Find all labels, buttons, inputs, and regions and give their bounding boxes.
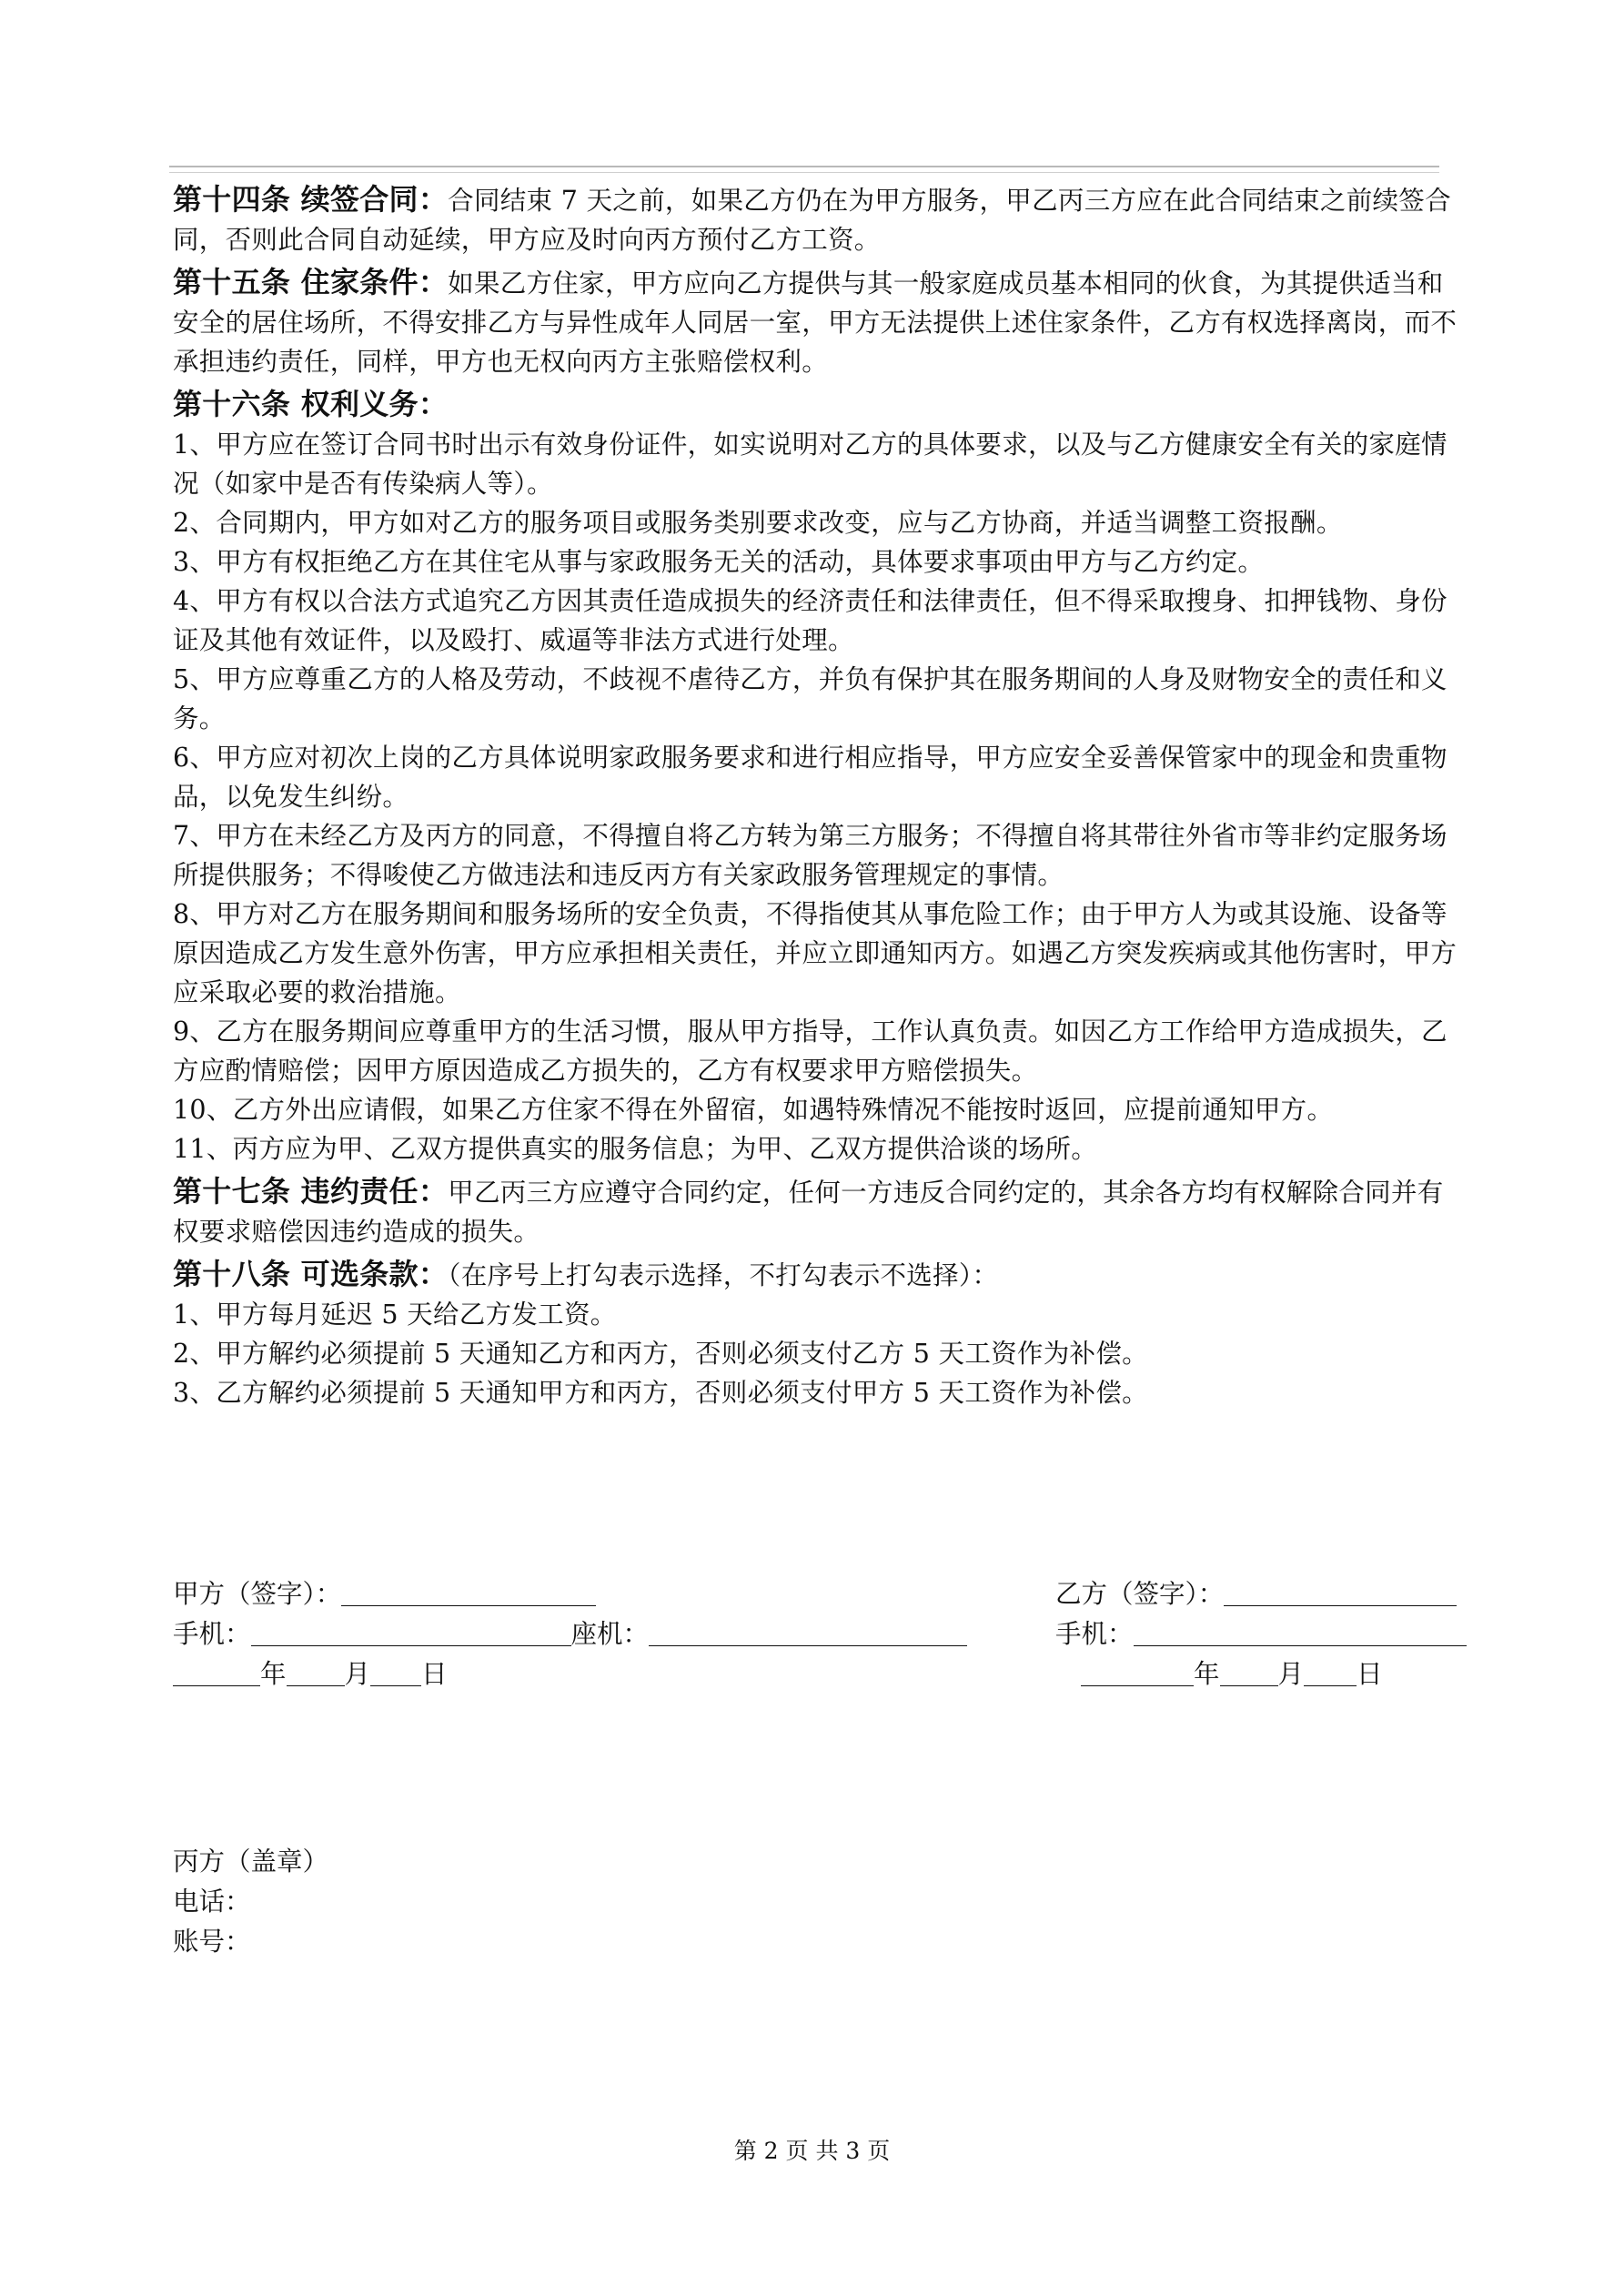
header-rule (169, 166, 1439, 173)
list-item: 6、甲方应对初次上岗的乙方具体说明家政服务要求和进行相应指导，甲方应安全妥善保管家中的现金和贵重物品，以免发生纠纷。 (173, 743, 1447, 812)
list-item: 1、甲方应在签订合同书时出示有效身份证件，如实说明对乙方的具体要求，以及与乙方健康安全有关的家庭情况（如家中是否有传染病人等）。 (173, 430, 1447, 499)
list-item: 3、乙方解约必须提前 5 天通知甲方和丙方，否则必须支付甲方 5 天工资作为补偿。 (173, 1378, 1148, 1408)
mobile-label: 手机： (1055, 1619, 1134, 1649)
party-b-sign-line (1055, 1574, 1457, 1614)
party-b-contact-line (1055, 1614, 1467, 1654)
list-item: 8、甲方对乙方在服务期间和服务场所的安全负责，不得指使其从事危险工作；由于甲方人为或其设施、设备等原因造成乙方发生意外伤害，甲方应承担相关责任，并应立即通知丙方。如遇乙方突发疾病或其他伤害时，甲方应采取必要的救治措施。 (173, 899, 1458, 1007)
party-a-sign-label: 甲方（签字）： (173, 1579, 342, 1609)
article-text: 甲乙丙三方应遵守合同约定，任何一方违反合同约定的，其余各方均有权解除合同并有权要求赔偿因违约造成的损失。 (173, 1178, 1444, 1247)
list-item: 4、甲方有权以合法方式追究乙方因其责任造成损失的经济责任和法律责任，但不得采取搜身、扣押钱物、身份证及其他有效证件，以及殴打、威逼等非法方式进行处理。 (173, 586, 1447, 655)
party-a-sign-line (173, 1574, 596, 1614)
party-a-sign-field[interactable] (341, 1578, 596, 1606)
contract-body (173, 177, 1465, 1412)
party-b-mobile-field[interactable] (1134, 1618, 1467, 1646)
year-label: 年 (1194, 1659, 1220, 1689)
list-item: 7、甲方在未经乙方及丙方的同意，不得擅自将乙方转为第三方服务；不得擅自将其带往外省市等非约定服务场所提供服务；不得唆使乙方做违法和违反丙方有关家政服务管理规定的事情。 (173, 821, 1447, 890)
party-b-sign-field[interactable] (1224, 1578, 1457, 1606)
party-a-landline-field[interactable] (649, 1618, 967, 1646)
article-title: 第十四条 续签合同： (173, 182, 449, 217)
list-item: 5、甲方应尊重乙方的人格及劳动，不歧视不虐待乙方，并负有保护其在服务期间的人身及财物安全的责任和义务。 (173, 664, 1447, 733)
article-text: （在序号上打勾表示选择，不打勾表示不选择）： (448, 1260, 999, 1290)
party-a-date-line (173, 1654, 448, 1694)
day-label: 日 (1357, 1659, 1383, 1689)
article-16 (173, 385, 1465, 425)
list-item: 10、乙方外出应请假，如果乙方住家不得在外留宿，如遇特殊情况不能按时返回，应提前通知甲方。 (173, 1095, 1334, 1125)
party-c-phone: 电话： (173, 1886, 251, 1917)
party-b-sign-label: 乙方（签字）： (1055, 1579, 1225, 1609)
year-field[interactable] (1081, 1658, 1194, 1686)
party-a-contact-line (173, 1614, 967, 1654)
list-item: 3、甲方有权拒绝乙方在其住宅从事与家政服务无关的活动，具体要求事项由甲方与乙方约定。 (173, 547, 1265, 577)
article-14 (173, 180, 1465, 259)
list-item: 1、甲方每月延迟 5 天给乙方发工资。 (173, 1300, 617, 1330)
day-field[interactable] (370, 1658, 421, 1686)
article-title: 第十六条 权利义务： (173, 387, 449, 421)
page-number: 第 2 页 共 3 页 (733, 2138, 891, 2164)
list-item: 2、合同期内，甲方如对乙方的服务项目或服务类别要求改变，应与乙方协商，并适当调整工资报酬。 (173, 508, 1343, 538)
article-title: 第十五条 住家条件： (173, 265, 449, 299)
day-field[interactable] (1304, 1658, 1357, 1686)
month-field[interactable] (1220, 1658, 1278, 1686)
month-label: 月 (1277, 1659, 1305, 1689)
landline-label: 座机： (570, 1619, 650, 1649)
article-17 (173, 1172, 1465, 1251)
party-b-date-line (1081, 1654, 1383, 1694)
list-item: 9、乙方在服务期间应尊重甲方的生活习惯，服从甲方指导，工作认真负责。如因乙方工作给甲方造成损失，乙方应酌情赔偿；因甲方原因造成乙方损失的，乙方有权要求甲方赔偿损失。 (173, 1017, 1447, 1086)
party-c-account: 账号： (173, 1927, 251, 1957)
article-text: 如果乙方住家，甲方应向乙方提供与其一般家庭成员基本相同的伙食，为其提供适当和安全的居住场所，不得安排乙方与异性成年人同居一室，甲方无法提供上述住家条件，乙方有权选择离岗，而不承担违约责任，同样，甲方也无权向丙方主张赔偿权利。 (173, 268, 1458, 377)
list-item: 2、甲方解约必须提前 5 天通知乙方和丙方，否则必须支付乙方 5 天工资作为补偿。 (173, 1339, 1148, 1369)
article-title: 第十七条 违约责任： (173, 1174, 449, 1209)
mobile-label: 手机： (173, 1619, 251, 1649)
day-label: 日 (421, 1659, 448, 1689)
month-label: 月 (344, 1659, 371, 1689)
article-18 (173, 1255, 1465, 1295)
party-c-seal: 丙方（盖章） (173, 1846, 329, 1876)
year-label: 年 (260, 1659, 287, 1689)
month-field[interactable] (287, 1658, 345, 1686)
year-field[interactable] (173, 1658, 260, 1686)
article-15 (173, 263, 1465, 381)
list-item: 11、丙方应为甲、乙双方提供真实的服务信息；为甲、乙双方提供洽谈的场所。 (173, 1134, 1098, 1164)
party-a-mobile-field[interactable] (251, 1618, 571, 1646)
article-text: 合同结束 7 天之前，如果乙方仍在为甲方服务，甲乙丙三方应在此合同结束之前续签合同，否则此合同自动延续，甲方应及时向丙方预付乙方工资。 (173, 186, 1451, 255)
article-title: 第十八条 可选条款： (173, 1257, 449, 1291)
